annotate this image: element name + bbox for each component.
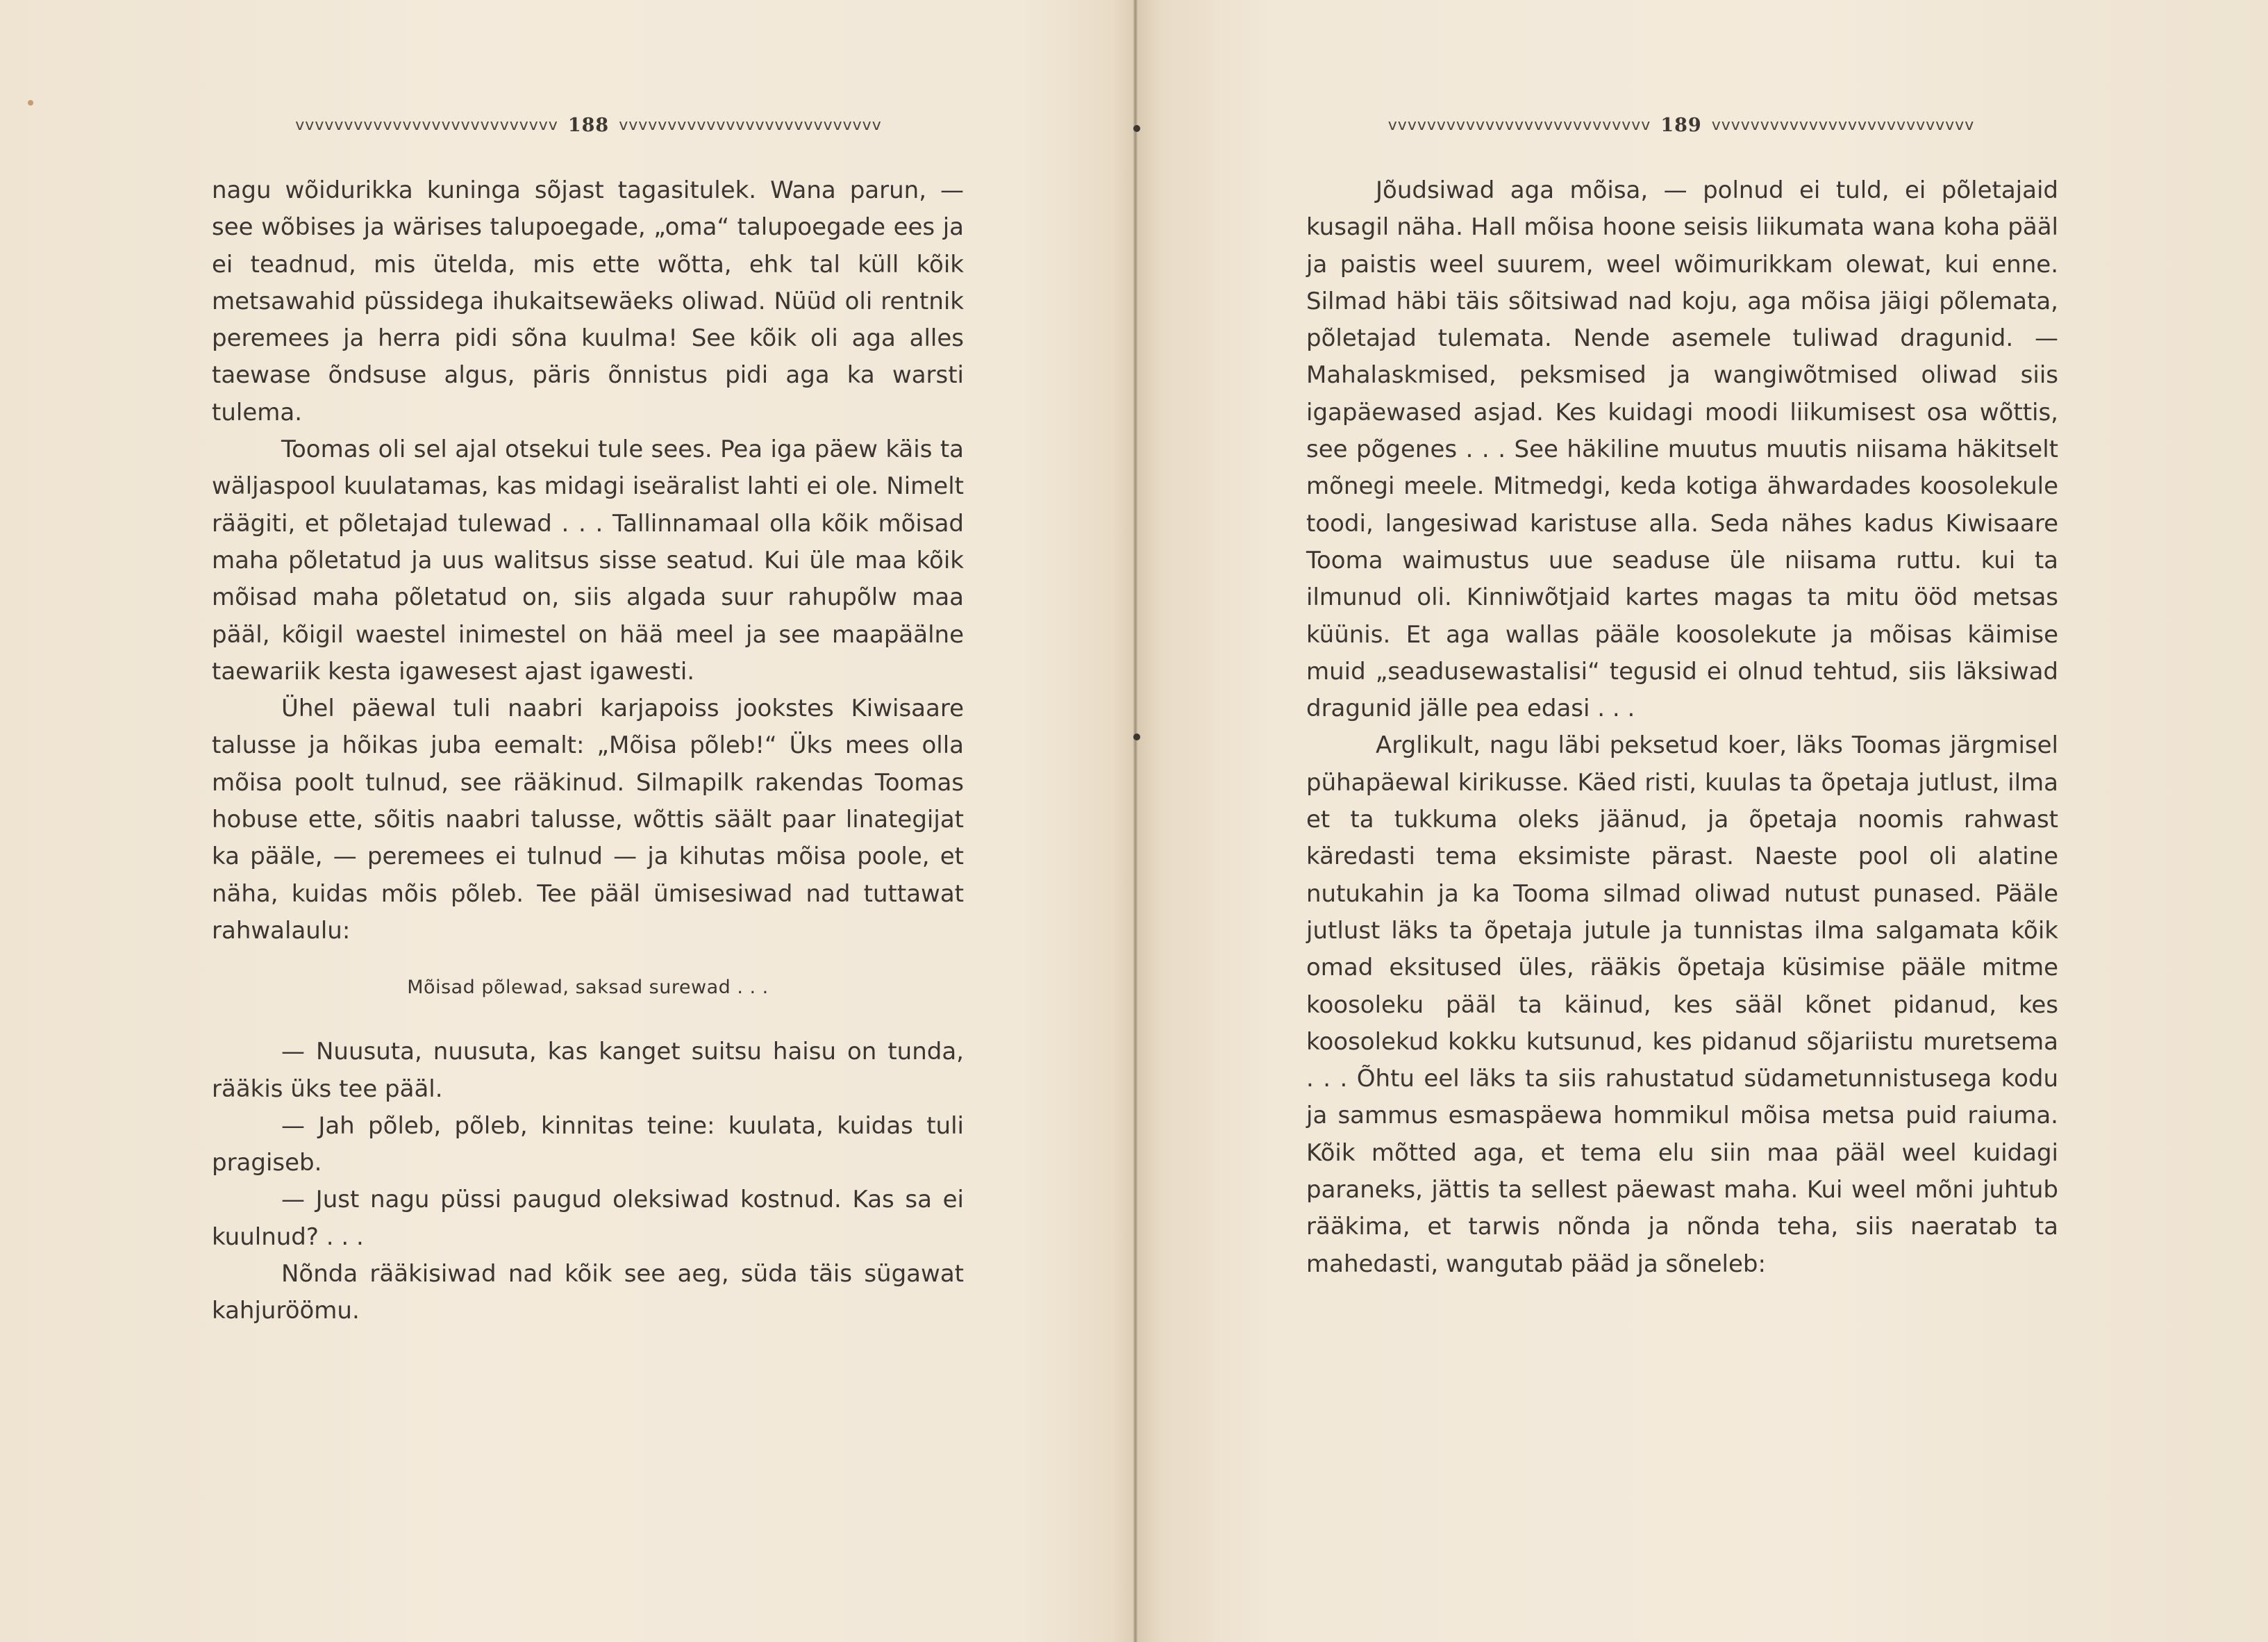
header-ornament-left: vvvvvvvvvvvvvvvvvvvvvvvvvvv [1387,116,1651,134]
dialogue-line: — Nuusuta, nuusuta, kas kanget suitsu haisu on tunda, rääkis üks tee pääl. [212,1038,964,1103]
paragraph: Jõudsiwad aga mõisa, — polnud ei tuld, ei põletajaid kusagil näha. Hall mõisa hoone seisis liikumata wana koha pääl ja paistis weel suurem, weel wõimurikkam olewat, kui enne. Silmad häbi täis sõitsiwad nad koju, aga mõisa jäigi põlemata, põletajad tulemata. Nende asemele tuliwad dragunid. — Mahalaskmised, peksmised ja wangiwõtmised oliwad siis igapäewased asjad. Kes kuidagi moodi liikumisest osa wõttis, see põgenes . . . See häkiline muutus muutis niisama häkitselt mõnegi meele. Mitmedgi, keda kotiga ähwardades koosolekule toodi, langesiwad karistuse alla. Seda nähes kadus Kiwisaare Tooma waimustus uue seaduse üle niisama ruttu. kui ta ilmunud oli. Kinniwõtjaid kartes magas ta mitu ööd metsas küünis. Et aga wallas pääle koosolekute ja mõisas käimise muid „seadusewastalisi“ tegusid ei olnud tehtud, siis läksiwad dragunid jälle pea edasi . . . [1306,176,2058,723]
page-header [1306,111,2056,139]
header-ornament-right: vvvvvvvvvvvvvvvvvvvvvvvvvvv [1711,116,1975,134]
header-ornament-left: vvvvvvvvvvvvvvvvvvvvvvvvvvv [295,116,558,134]
paragraph: nagu wõidurikka kuninga sõjast tagasitulek. Wana parun, — see wõbises ja wärises talupoegade, „oma“ talupoegade ees ja ei teadnud, mis ütelda, mis ette wõtta, ehk tal küll kõik metsawahid püssidega ihukaitsewäeks oliwad. Nüüd oli rentnik peremees ja herra pidi sõna kuulma! See kõik oli aga alles taewase õndsuse algus, päris õnnistus pidi aga ka warsti tulema. [212,176,964,426]
right-page [1137,0,2268,1642]
page-header [212,111,965,139]
left-page [0,0,1133,1642]
header-ornament-right: vvvvvvvvvvvvvvvvvvvvvvvvvvv [619,116,882,134]
page-body [212,172,964,1330]
verse-line: Mõisad põlewad, saksad surewad . . . [407,977,769,999]
page-number: 188 [567,114,610,136]
page-body [1306,172,2058,1283]
paragraph: Arglikult, nagu läbi peksetud koer, läks Toomas järgmisel pühapäewal kirikusse. Käed risti, kuulas ta õpetaja jutlust, ilma et ta tukkuma oleks jäänud, ja õpetaja noomis rahwast käredasti tema eksimiste pärast. Naeste pool oli alatine nutukahin ja ka Tooma silmad oliwad nutust punased. Pääle jutlust läks ta õpetaja jutule ja tunnistas ilma salgamata kõik omad eksitused üles, rääkis õpetaja küsimise pääle mitme koosoleku pääl ta käinud, kes sääl kõnet pidanud, kes koosolekud kokku kutsunud, kes pidanud sõjariistu muretsema . . . Õhtu eel läks ta siis rahustatud südametunnistusega kodu ja sammus esmaspäewa hommikul mõisa metsa puid raiuma. Kõik mõtted aga, et tema elu siin maa pääl weel kuidagi paraneks, jättis ta sellest päewast maha. Kui weel mõni juhtub rääkima, et tarwis nõnda ja nõnda teha, siis naeratab ta mahedasti, wangutab pääd ja sõneleb: [1306,731,2058,1278]
paragraph: Ühel päewal tuli naabri karjapoiss jookstes Kiwisaare talusse ja hõikas juba eemalt: „Mõisa põleb!“ Üks mees olla mõisa poolt tulnud, see rääkinud. Silmapilk rakendas Toomas hobuse ette, sõitis naabri talusse, wõttis säält paar linategijat ka pääle, — peremees ei tulnud — ja kihutas mõisa poole, et näha, kuidas mõis põleb. Tee pääl ümisesiwad nad tuttawat rahwalaulu: [212,695,964,945]
dialogue-line: Nõnda rääkisiwad nad kõik see aeg, süda täis sügawat kahjuröömu. [212,1260,964,1325]
dialogue-line: — Just nagu püssi paugud oleksiwad kostnud. Kas sa ei kuulnud? . . . [212,1186,964,1251]
paragraph: Toomas oli sel ajal otsekui tule sees. Pea iga päew käis ta wäljaspool kuulatamas, kas midagi iseäralist lahti ei ole. Nimelt räägiti, et põletajad tulewad . . . Tallinnamaal olla kõik mõisad maha põletatud ja uus walitsus sisse seatud. Kui üle maa kõik mõisad maha põletatud on, siis algada suur rahupõlw maa pääl, kõigil waestel inimestel on hää meel ja see maapäälne taewariik kesta igawesest ajast igawesti. [212,436,964,686]
page-number: 189 [1660,114,1702,136]
dialogue-line: — Jah põleb, põleb, kinnitas teine: kuulata, kuidas tuli pragiseb. [212,1111,964,1177]
